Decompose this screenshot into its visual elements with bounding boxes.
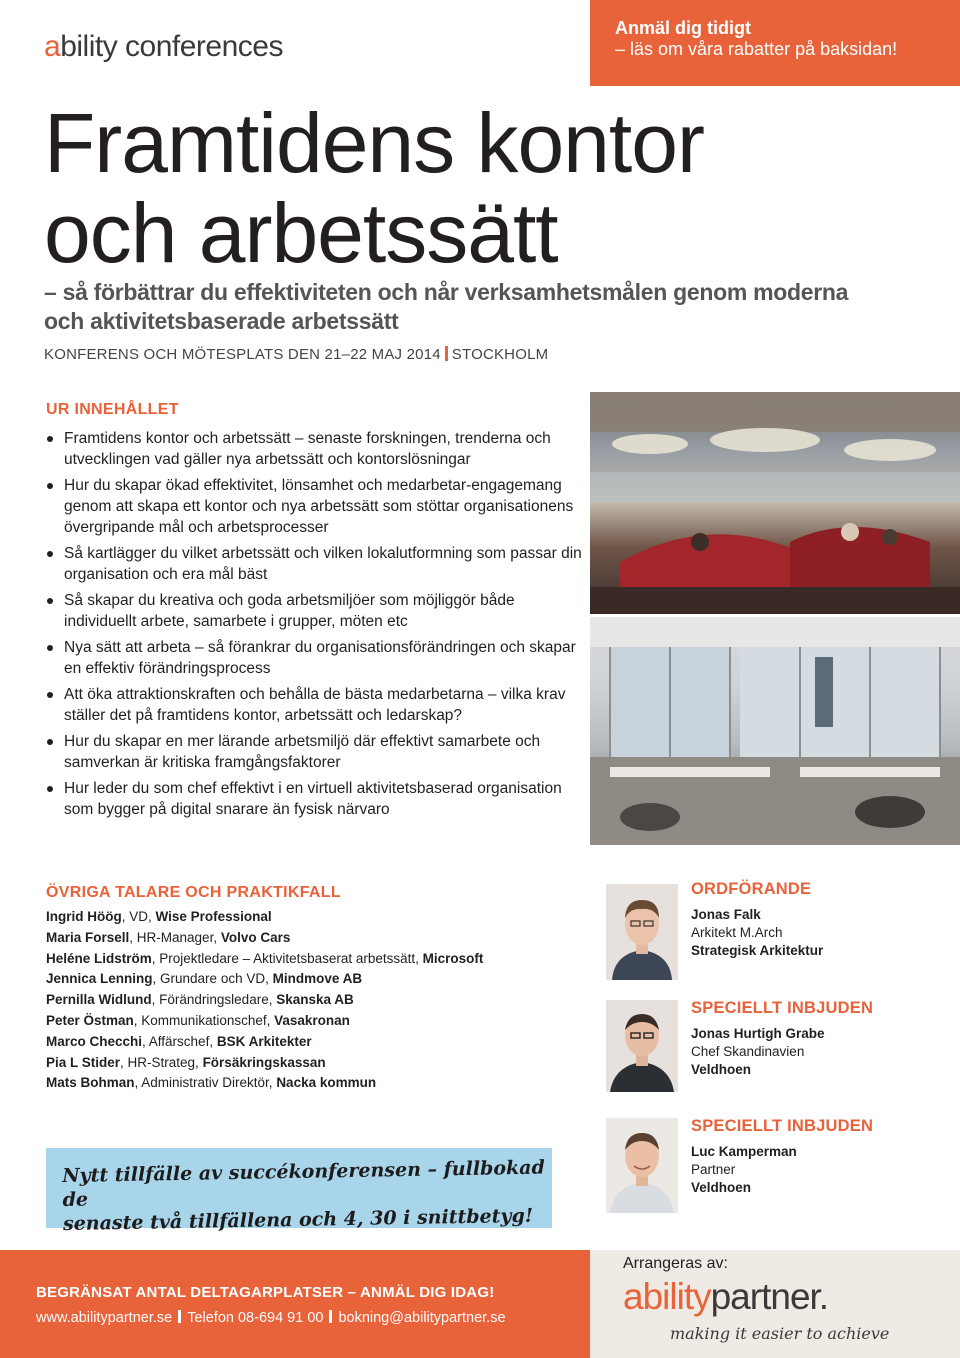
office-photo-workspace: [590, 617, 960, 845]
brand-accent: ability: [623, 1276, 711, 1317]
invited-info-2: [691, 1143, 797, 1197]
list-item: Hur leder du som chef effektivt i en virtuell aktivitetsbaserad organisation som bygger på digital snarare än fysisk närvaro: [46, 778, 586, 820]
portrait-jonas-falk: [606, 884, 678, 980]
list-item: Maria Forsell, HR-Manager, Volvo Cars: [46, 929, 291, 945]
list-item: Hur du skapar ökad effektivitet, lönsamhet och medarbetar-engagemang genom att skapa ett kontor och nya arbetssätt som stöttar organisationens övergripande mål och arbetsprocesser: [46, 475, 586, 538]
email-link[interactable]: bokning@abilitypartner.se: [338, 1310, 506, 1326]
list-item: Så skapar du kreativa och goda arbetsmiljöer som möjliggör både individuellt arbete, samarbete i grupper, möten etc: [46, 590, 586, 632]
list-item: Pia L Stider, HR-Strateg, Försäkringskassan: [46, 1054, 326, 1070]
person-avatar-icon: [606, 884, 678, 980]
office-photo-lounge: [590, 392, 960, 614]
invited-title-1: Chef Skandinavien: [691, 1044, 805, 1059]
chairman-name: Jonas Falk: [691, 907, 761, 922]
contents-heading: UR INNEHÅLLET: [46, 401, 179, 418]
invited-info-1: [691, 1025, 825, 1079]
footer-divider: [329, 1310, 332, 1323]
list-item: Peter Östman, Kommunikationschef, Vasakronan: [46, 1012, 350, 1028]
list-item: Ingrid Höög, VD, Wise Professional: [46, 909, 272, 924]
subtitle-line-1: – så förbättrar du effektiviteten och når verksamhetsmålen genom moderna: [44, 279, 849, 305]
footer-contact: [0, 1250, 590, 1358]
footer-cta: BEGRÄNSAT ANTAL DELTAGARPLATSER – ANMÄL DIG IDAG!: [36, 1284, 495, 1301]
portrait-luc-kamperman: [606, 1118, 678, 1213]
list-item: Mats Bohman, Administrativ Direktör, Nacka kommun: [46, 1075, 377, 1091]
subtitle-line-2: och aktivitetsbaserade arbetssätt: [44, 308, 399, 334]
chairman-org: Strategisk Arkitektur: [691, 943, 824, 958]
list-item: Hur du skapar en mer lärande arbetsmiljö där effektivt samarbete och samverkan är kritiska framgångsfaktorer: [46, 731, 586, 773]
event-meta: [44, 346, 548, 363]
success-banner: [46, 1148, 552, 1235]
logo-accent: a: [44, 30, 61, 63]
list-item: Pernilla Widlund, Förändringsledare, Skanska AB: [46, 992, 354, 1008]
title-line-2: och arbetssätt: [44, 186, 558, 280]
banner-line-1: Nytt tillfälle av succékonferensen – fullbokad de: [62, 1156, 545, 1211]
invited-heading-2: SPECIELLT INBJUDEN: [691, 1117, 874, 1135]
list-item: Marco Checchi, Affärschef, BSK Arkitekter: [46, 1033, 312, 1049]
ability-conferences-logo: [44, 30, 283, 64]
title-line-1: Framtidens kontor: [44, 96, 704, 190]
invited-name-2: Luc Kamperman: [691, 1144, 797, 1159]
person-avatar-icon: [606, 1000, 678, 1092]
list-item: Framtidens kontor och arbetssätt – senaste forskningen, trenderna och utvecklingen vad gäller nya arbetssätt och kontorslösningar: [46, 428, 586, 470]
phone-number: Telefon 08-694 91 00: [187, 1310, 324, 1326]
speakers-list: [46, 907, 483, 1094]
person-avatar-icon: [606, 1118, 678, 1213]
logo-rest: bility conferences: [60, 30, 283, 63]
list-item: Heléne Lidström, Projektledare – Aktivitetsbaserat arbetssätt, Microsoft: [46, 950, 484, 966]
contents-list: [46, 428, 586, 825]
page-title: [44, 98, 704, 278]
brand-rest: partner.: [710, 1276, 829, 1317]
invited-org-1: Veldhoen: [691, 1062, 752, 1077]
chairman-title: Arkitekt M.Arch: [691, 925, 783, 940]
invited-org-2: Veldhoen: [691, 1180, 752, 1195]
list-item: Jennica Lenning, Grundare och VD, Mindmove AB: [46, 971, 363, 987]
promo-line-2: – läs om våra rabatter på baksidan!: [615, 39, 898, 59]
subtitle: [44, 278, 944, 336]
office-workspace-illustration: [590, 617, 960, 845]
event-date: KONFERENS OCH MÖTESPLATS DEN 21–22 MAJ 2014: [44, 346, 441, 363]
event-location: STOCKHOLM: [451, 346, 549, 363]
list-item: Nya sätt att arbeta – så förankrar du organisationsförändringen och skapar en effektiv förändringsprocess: [46, 637, 586, 679]
organizer-box: [590, 1250, 960, 1358]
website-link[interactable]: www.abilitypartner.se: [36, 1310, 173, 1326]
chairman-info: [691, 906, 823, 960]
banner-line-2: senaste två tillfällena och 4, 30 i snittbetyg!: [62, 1204, 534, 1235]
invited-heading-1: SPECIELLT INBJUDEN: [691, 999, 874, 1017]
banner-text: [62, 1155, 553, 1236]
invited-name-1: Jonas Hurtigh Grabe: [691, 1026, 825, 1041]
invited-title-2: Partner: [691, 1162, 736, 1177]
office-lounge-illustration: [590, 392, 960, 614]
meta-divider: [445, 346, 448, 361]
arranged-by-label: Arrangeras av:: [623, 1255, 728, 1272]
abilitypartner-logo: [623, 1276, 828, 1318]
footer-divider: [178, 1310, 181, 1323]
list-item: Att öka attraktionskraften och behålla de bästa medarbetarna – vilka krav ställer det på framtidens kontor, arbetssätt och ledarskap?: [46, 684, 586, 726]
list-item: Så kartlägger du vilket arbetssätt och vilken lokalutformning som passar din organisation och era mål bäst: [46, 543, 586, 585]
speakers-heading: ÖVRIGA TALARE OCH PRAKTIKFALL: [46, 884, 341, 901]
early-registration-box: [590, 0, 960, 86]
chairman-heading: ORDFÖRANDE: [691, 880, 812, 898]
promo-line-1: Anmäl dig tidigt: [615, 18, 751, 38]
brand-tagline: making it easier to achieve: [670, 1324, 890, 1343]
portrait-jonas-hurtigh-grabe: [606, 1000, 678, 1092]
footer-contact-line: [36, 1310, 506, 1326]
